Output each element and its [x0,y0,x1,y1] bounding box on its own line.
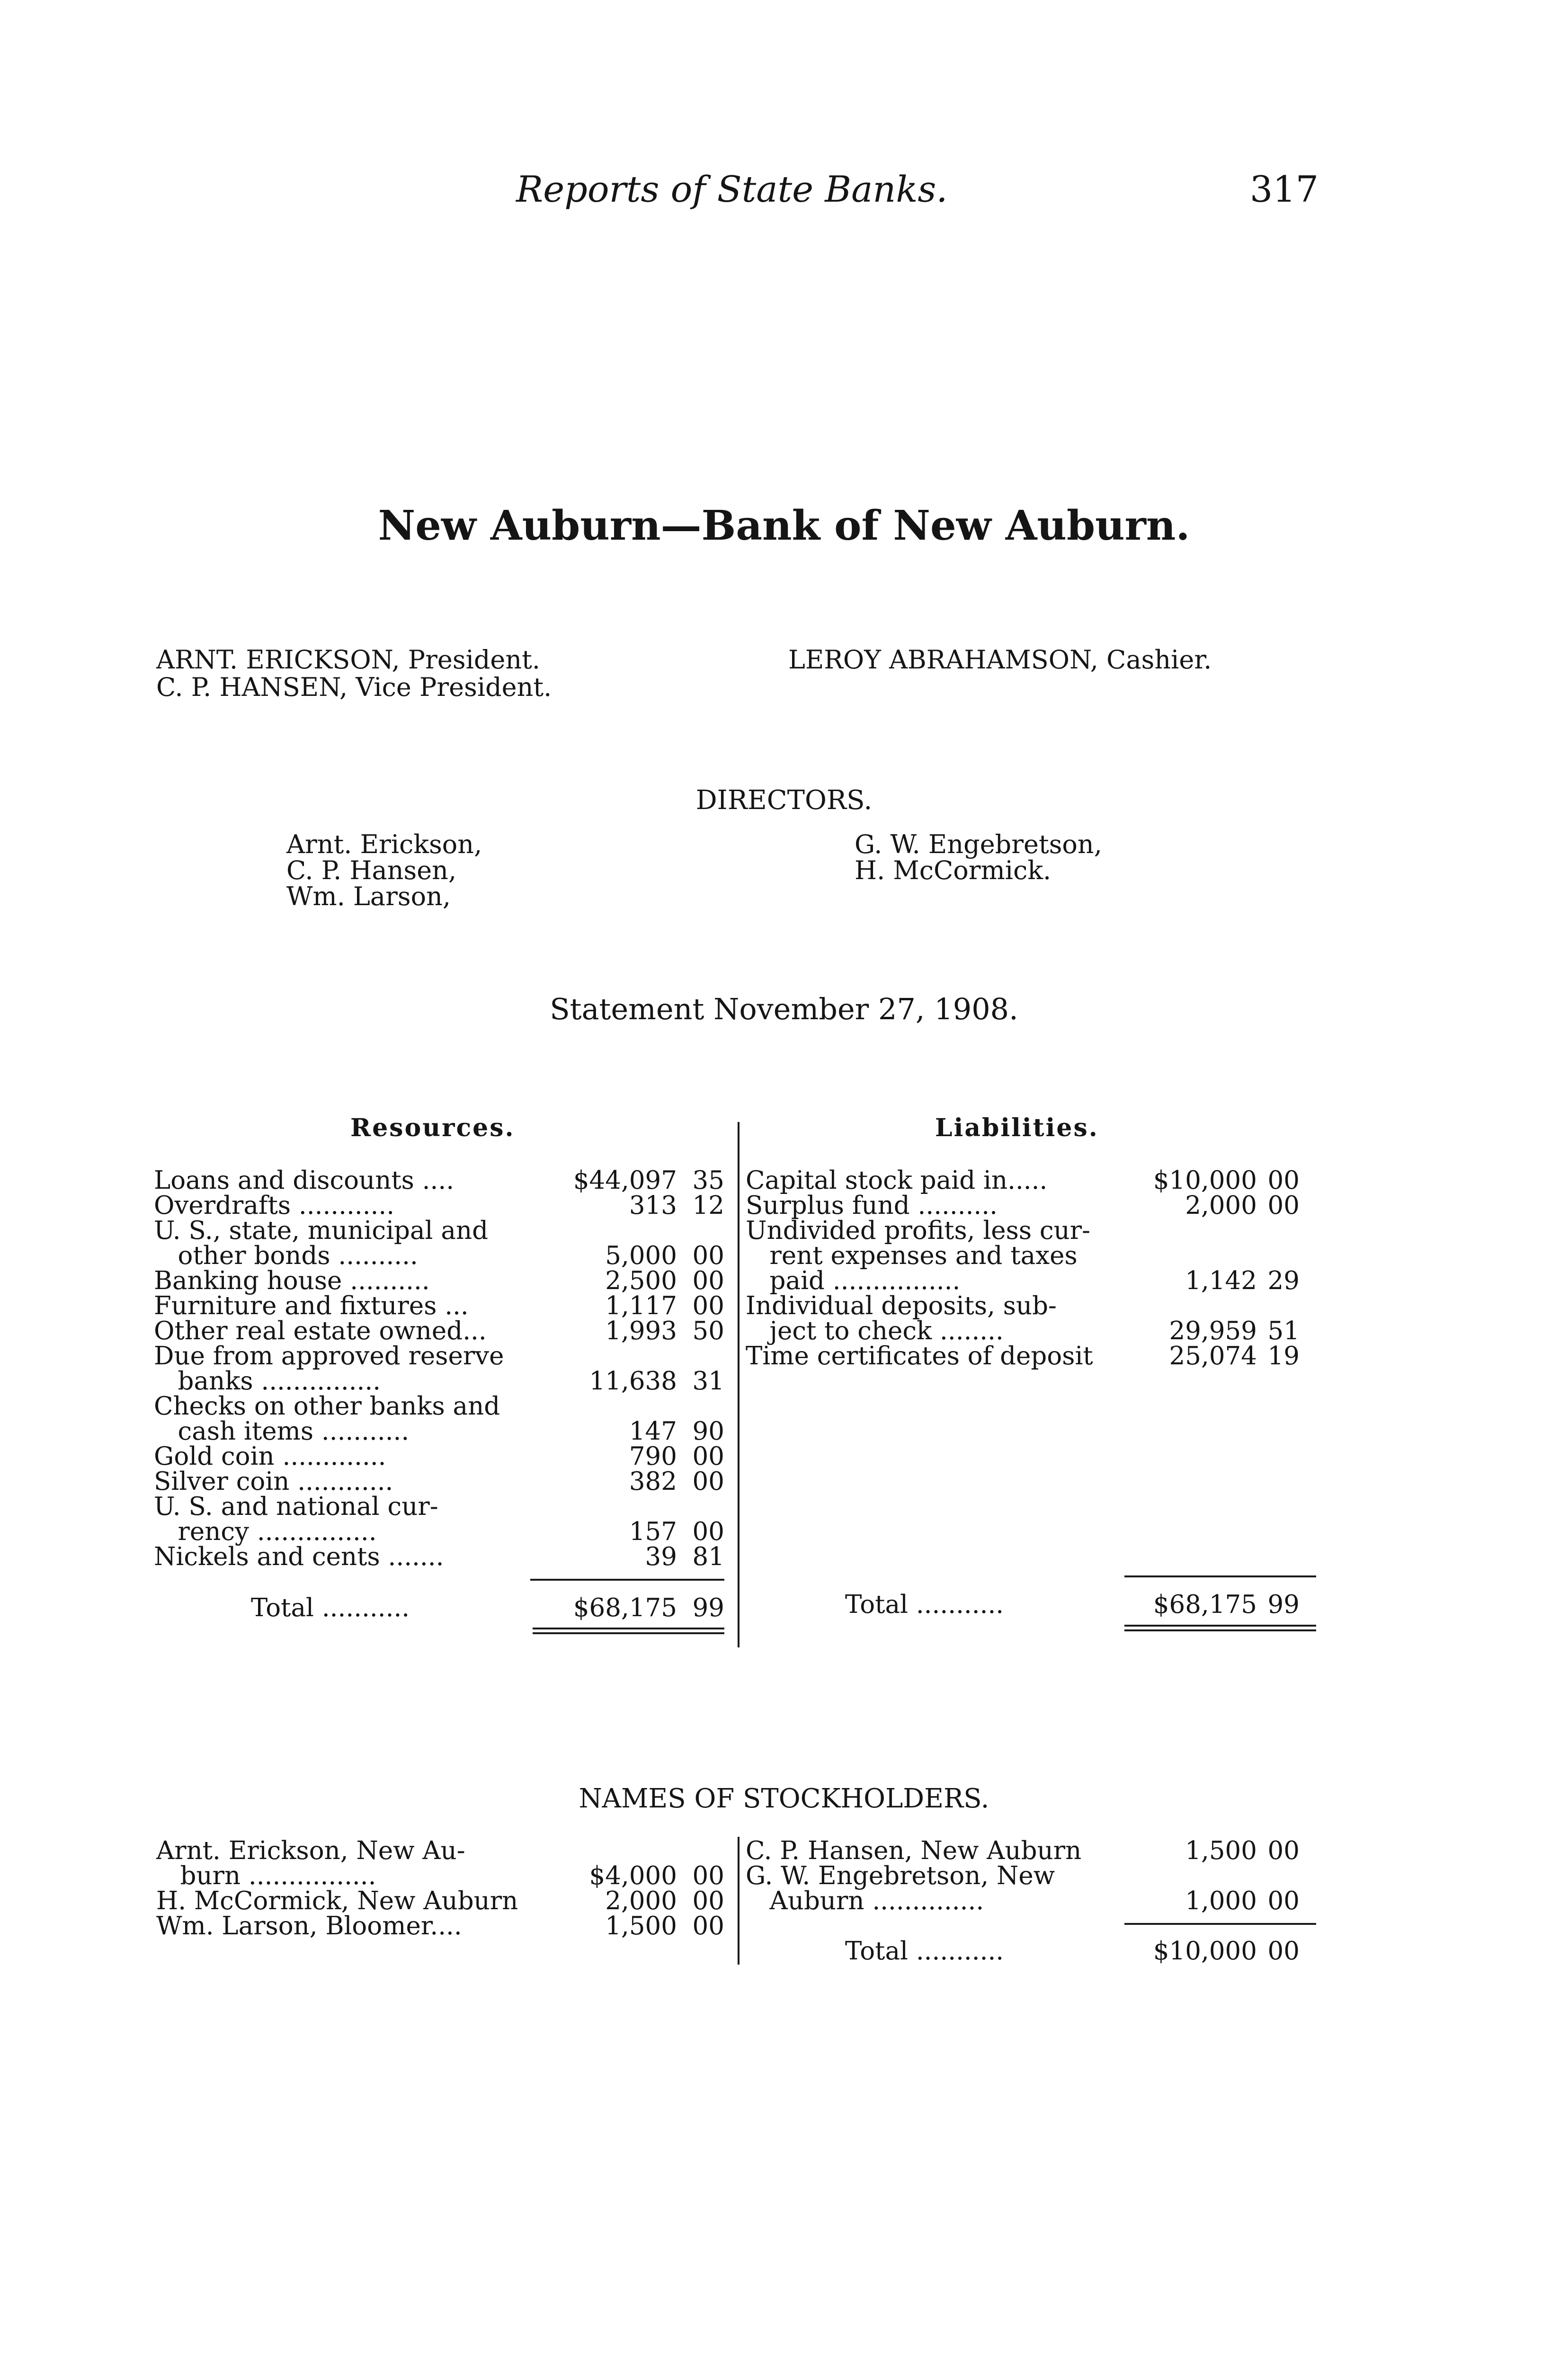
directors-heading: DIRECTORS. [695,785,873,816]
resource-dollars: 382 [629,1467,677,1496]
resource-cents: 50 [692,1317,724,1345]
resources-total-dollars: $68,175 [573,1593,677,1622]
liability-cents: 19 [1267,1342,1300,1370]
resource-label: U. S., state, municipal and [154,1216,489,1245]
resource-dollars: $44,097 [573,1166,677,1195]
resource-label: cash items ........... [154,1417,410,1446]
stockholder-cents: 00 [692,1886,724,1915]
director-right-2: H. McCormick. [855,855,1051,885]
resource-label: Loans and discounts .... [154,1166,454,1195]
resource-label: Overdrafts ............ [154,1191,395,1220]
liabilities-total-dollars: $68,175 [1153,1590,1257,1619]
liability-dollars: 29,959 [1169,1317,1257,1345]
stockholder-cents: 00 [692,1861,724,1890]
director-left-3: Wm. Larson, [286,881,451,911]
stockholder-dollars: 1,500 [605,1912,677,1940]
resource-dollars: 790 [629,1442,677,1471]
resources-total-label: Total ........... [251,1593,410,1622]
running-header: Reports of State Banks. [516,168,948,210]
resource-cents: 00 [692,1241,724,1270]
resource-label: U. S. and national cur- [154,1492,438,1521]
resource-label: Checks on other banks and [154,1392,500,1421]
resources-total-rule [530,1579,724,1581]
officer-president: ARNT. ERICKSON, President. [156,645,541,675]
resource-cents: 00 [692,1266,724,1295]
stockholders-total-cents: 00 [1267,1937,1300,1966]
resource-cents: 90 [692,1417,724,1446]
page-number: 317 [1250,168,1319,210]
resources-total-cents: 99 [692,1593,724,1622]
liability-label: ject to check ........ [746,1317,1004,1345]
stockholder-cents: 00 [1267,1836,1300,1865]
liabilities-total-label: Total ........... [845,1590,1004,1619]
liabilities-total-rule [1124,1575,1316,1577]
liability-cents: 00 [1267,1166,1300,1195]
officer-cashier: LEROY ABRAHAMSON, Cashier. [788,645,1212,675]
resource-label: Due from approved reserve [154,1342,504,1370]
resources-total-double-rule [533,1628,724,1634]
bank-title: New Auburn—Bank of New Auburn. [378,502,1190,550]
liability-label: Time certificates of deposit [746,1342,1093,1370]
resource-dollars: 5,000 [605,1241,677,1270]
statement-title: Statement November 27, 1908. [550,992,1018,1026]
liability-dollars: 1,142 [1185,1266,1257,1295]
resource-cents: 12 [692,1191,724,1220]
resource-dollars: 11,638 [589,1367,677,1396]
stockholders-total-rule [1124,1923,1316,1925]
liability-label: paid ................ [746,1266,961,1295]
resource-label: other bonds .......... [154,1241,418,1270]
stockholder-label: burn ................ [156,1861,376,1890]
resource-cents: 00 [692,1442,724,1471]
liability-label: Individual deposits, sub- [746,1291,1057,1320]
resource-dollars: 39 [645,1542,677,1571]
stockholder-dollars: $4,000 [589,1861,677,1890]
liability-dollars: $10,000 [1153,1166,1257,1195]
resources-heading: Resources. [350,1113,515,1142]
officer-vice-president: C. P. HANSEN, Vice President. [156,672,552,702]
director-left-2: C. P. Hansen, [286,855,457,885]
resource-dollars: 1,117 [605,1291,677,1320]
resource-cents: 00 [692,1291,724,1320]
stockholder-label: H. McCormick, New Auburn [156,1886,518,1915]
stockholders-heading: NAMES OF STOCKHOLDERS. [579,1783,989,1814]
resource-label: Banking house .......... [154,1266,430,1295]
liability-label: Surplus fund .......... [746,1191,998,1220]
director-left-1: Arnt. Erickson, [286,829,482,859]
resource-label: Other real estate owned... [154,1317,487,1345]
resource-label: Silver coin ............ [154,1467,393,1496]
liability-cents: 51 [1267,1317,1300,1345]
resource-label: Nickels and cents ....... [154,1542,444,1571]
statement-column-divider [738,1122,739,1647]
resource-label: banks ............... [154,1367,381,1396]
liabilities-total-double-rule [1124,1625,1316,1631]
resource-cents: 00 [692,1467,724,1496]
resource-dollars: 2,500 [605,1266,677,1295]
liability-label: Undivided profits, less cur- [746,1216,1090,1245]
liability-cents: 00 [1267,1191,1300,1220]
liabilities-total-cents: 99 [1267,1590,1300,1619]
stockholders-total-dollars: $10,000 [1153,1937,1257,1966]
stockholder-dollars: 2,000 [605,1886,677,1915]
resource-dollars: 147 [629,1417,677,1446]
resource-cents: 31 [692,1367,724,1396]
stockholder-label: Wm. Larson, Bloomer.... [156,1912,462,1940]
stockholder-cents: 00 [692,1912,724,1940]
liability-label: rent expenses and taxes [746,1241,1078,1270]
resource-dollars: 157 [629,1517,677,1546]
liability-cents: 29 [1267,1266,1300,1295]
liability-dollars: 25,074 [1169,1342,1257,1370]
resource-label: Gold coin ............. [154,1442,386,1471]
stockholder-label: G. W. Engebretson, New [746,1861,1055,1890]
stockholders-total-label: Total ........... [845,1937,1004,1966]
resource-cents: 81 [692,1542,724,1571]
liabilities-heading: Liabilities. [935,1113,1099,1142]
stockholder-dollars: 1,500 [1185,1836,1257,1865]
resource-label: rency ............... [154,1517,377,1546]
liability-label: Capital stock paid in..... [746,1166,1048,1195]
liability-dollars: 2,000 [1185,1191,1257,1220]
resource-cents: 00 [692,1517,724,1546]
stockholder-label: Arnt. Erickson, New Au- [156,1836,465,1865]
stockholder-dollars: 1,000 [1185,1886,1257,1915]
resource-label: Furniture and fixtures ... [154,1291,469,1320]
resource-dollars: 1,993 [605,1317,677,1345]
stockholder-cents: 00 [1267,1886,1300,1915]
stockholder-label: Auburn .............. [746,1886,984,1915]
resource-cents: 35 [692,1166,724,1195]
resource-dollars: 313 [629,1191,677,1220]
stockholders-column-divider [738,1837,739,1965]
stockholder-label: C. P. Hansen, New Auburn [746,1836,1082,1865]
director-right-1: G. W. Engebretson, [855,829,1102,859]
